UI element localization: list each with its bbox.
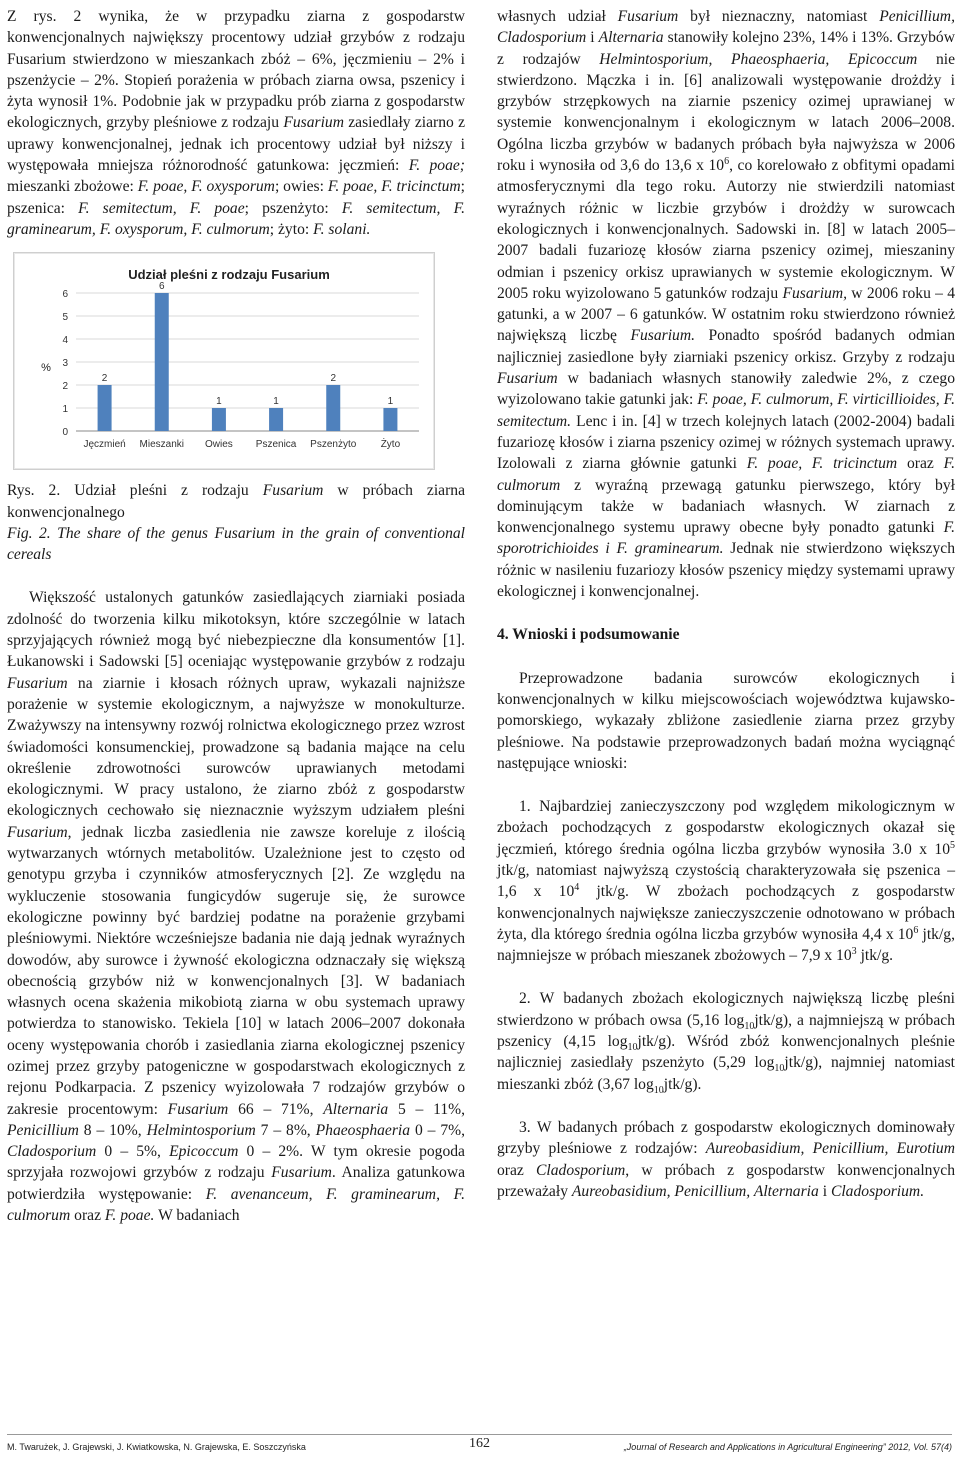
conclusion-1: 1. Najbardziej zanieczyszczony pod względem mikologicznym w zbożach pochodzących z gospodarstw ekologicznych okazał się jęczmień, którego średnia ogólna liczba grzybów wynosiła 3.0 x $10^5$ jtk/g, natomiast najwyższą czystością charakteryzowała się pszenica – 1,6 x $10^4$ jtk/g. W zbożach pochodzących z gospodarstw konwencjonalnych największe zanieczyszczenie odnotowano w próbach żyta, dla którego średnia ogólna liczba grzybów wynosiła 4,4 x $10^6$ jtk/g, najmniejsze w próbach mieszanek zbożowych – 7,9 x $10^3$ jtk/g.: [497, 798, 955, 965]
y-tick-label: 6: [62, 289, 68, 301]
y-tick-label: 1: [62, 404, 68, 416]
chart-gridlines: [76, 293, 419, 431]
paragraph-results: Z rys. 2 wynika, że w przypadku ziarna z gospodarstw konwencjonalnych największy procentowy udział grzybów z rodzaju Fusarium stwierdzono w mieszankach zbóż – 6%, jęczmieniu – 2% i pszenżycie – 2%. Stopień porażenia w próbach ziarna owsa, pszenicy i żyta wynosił 1%. Podobnie jak w przypadku prób ziarna z gospodarstw ekologicznych, grzyby pleśniowe z rodzaju Fusarium zasiedlały ziarno z uprawy konwencjonalnej, jednak ich procentowy udział był niższy i występowała mniejsza różnorodność gatunkowa: jęczmień: F. poae; mieszanki zbożowe: F. poae, F. oxysporum; owies: F. poae, F. tricinctum; pszenica: F. semitectum, F. poae; pszenżyto: F. semitectum, F. graminearum, F. oxysporum, F. culmorum; żyto: F. solani.: [7, 8, 465, 238]
page-footer: [0, 1436, 960, 1461]
bar: [98, 385, 112, 431]
figure-caption-pl: Rys. 2. Udział pleśni z rodzaju Fusarium w próbach ziarna konwencjonalnego: [7, 482, 465, 521]
chart-svg: [14, 253, 434, 469]
footer-divider: [7, 1434, 952, 1435]
x-tick-label: Jęczmień: [83, 439, 126, 451]
y-tick-label: 4: [62, 335, 68, 347]
bar: [383, 408, 397, 431]
x-tick-label: Żyto: [380, 439, 401, 451]
chart-x-tick-labels: [83, 437, 400, 450]
chart-title: Udział pleśni z rodzaju Fusarium: [128, 267, 330, 283]
x-tick-label: Owies: [205, 439, 233, 451]
chart-y-axis-label: %: [41, 362, 51, 375]
page-number: 162: [469, 1436, 490, 1451]
bar: [155, 293, 169, 431]
chart-y-tick-labels: [62, 289, 68, 438]
bar: [269, 408, 283, 431]
right-column: [497, 6, 955, 1202]
data-label: 1: [216, 396, 222, 408]
bar: [326, 385, 340, 431]
fusarium-bar-chart: [13, 252, 435, 470]
x-tick-label: Mieszanki: [139, 439, 184, 451]
data-label: 6: [158, 281, 165, 293]
y-tick-label: 5: [62, 312, 68, 324]
y-tick-label: 3: [62, 358, 68, 370]
footer-authors: M. Twarużek, J. Grajewski, J. Kwiatkowska, N. Grajewska, E. Soszczyńska: [7, 1442, 306, 1452]
section-heading-conclusions: 4. Wnioski i podsumowanie: [497, 626, 680, 644]
x-tick-label: Pszenica: [255, 439, 297, 451]
y-tick-label: 2: [62, 381, 68, 393]
bar: [212, 408, 226, 431]
conclusions-intro: Przeprowadzone badania surowców ekologicznych i konwencjonalnych w kilku miejscowościach województwa kujawsko-pomorskiego, wykazały zbliżone zasiedlenie ziarna przez grzyby pleśniowe. Na podstawie przeprowadzonych badań można wyciągnąć następujące wnioski:: [497, 669, 955, 772]
x-tick-label: Pszenżyto: [310, 439, 357, 451]
paragraph-discussion: Większość ustalonych gatunków zasiedlających ziarniaki posiada zdolność do tworzenia kilku mikotoksyn, które szczególnie w latach sprzyjających również mogą być niebezpieczne dla konsumentów [1]. Łukanowski i Sadowski [5] oceniając występowanie grzybów z rodzaju Fusarium na ziarnie i kłosach różnych upraw, wykazali najniższe porażenie w systemie ekologicznym, a najwyższe w monokulturze. Zważywszy na intensywny rozwój rolnictwa ekologicznego przez wzrost świadomości konsumenckiej, prowadzone są badania mające na celu określenie zdrowotności surowców uprawianych metodami ekologicznymi. W pracy ustalono, że ziarno zbóż z gospodarstw ekologicznych cechowało się nieznacznie wyższym udziałem pleśni Fusarium, jednak liczba zasiedlenia nie zawsze koreluje z ilością wytwarzanych wtórnych metabolitów. Uzależnione jest to często od genotypu grzyba i czynników atmosferycznych [2]. Ze względu na wykluczenie stosowania fungicydów sugeruje się, że surowce ekologiczne powinny być bardziej podatne na porażenie grzybami pleśniowymi. Niektóre wcześniejsze badania nie dają jednak wyraźnych dowodów, aby surowce i żywność ekologiczna odznaczały się większą obecnością grzybów niż w konwencjonalnych [3]. W badaniach własnych ocena skażenia mikobiotą ziarna w obu systemach uprawy potwierdza to stanowisko. Tekiela [10] w latach 2006–2007 dokonała oceny występowania chorób i zasiedlania ziarna ekologicznej pszenicy ozimej przez grzyby patogeniczne w gospodarstwach ekologicznych z rejonu Podkarpacia. Z pszenicy wyizolowała 7 rodzajów grzybów o zakresie procentowym: Fusarium 66 – 71%, Alternaria 5 – 11%, Penicillium 8 – 10%, Helmintosporium 7 – 8%, Phaeosphaeria 0 – 7%, Cladosporium 0 – 5%, Epicoccum 0 – 2%. W tym okresie pogoda sprzyjała rozwojowi grzybów z rodzaju Fusarium. Analiza gatunkowa potwierdziła występowanie: F. avenanceum, F. graminearum, F. culmorum oraz F. poae. W badaniach: [7, 589, 466, 1225]
left-column: [7, 6, 465, 1226]
data-label: 1: [273, 396, 279, 408]
data-label: 1: [387, 396, 394, 408]
figure-caption-en: Fig. 2. The share of the genus Fusarium in the grain of conventional cereals: [7, 524, 465, 564]
conclusion-3: 3. W badanych próbach z gospodarstw ekologicznych dominowały grzyby pleśniowe z rodzajów: Aureobasidium, Penicillium, Eurotium oraz Cladosporium, w próbach z gospodarstw konwencjonalnych przeważały Aureobasidium, Penicillium, Alternaria i Cladosporium.: [497, 1118, 955, 1200]
footer-journal: „Journal of Research and Applications in Agricultural Engineering” 2012, Vol. 57(4): [623, 1442, 952, 1452]
data-label: 2: [101, 373, 108, 385]
y-tick-label: 0: [62, 427, 68, 439]
chart-data-labels: [102, 281, 394, 407]
conclusion-2: 2. W badanych zbożach ekologicznych największą liczbę pleśni stwierdzono w próbach owsa (5,16 $\log_{10}jtk/g$), a najmniejszą w próbach pszenicy (4,15 $\log_{10}jtk/g$). Wśród zbóż konwencjonalnych pleśnie najliczniej zasiedlały pszenżyto (5,29 $\log_{10}jtk/g$), najmniej natomiast mieszanki zbóż (3,67 $\log_{10}jtk/g$).: [497, 990, 955, 1096]
data-label: 2: [330, 373, 337, 385]
paragraph-discussion-cont: własnych udział Fusarium był nieznaczny, natomiast Penicillium, Cladosporium i Alternaria stanowiły kolejno 23%, 14% i 13%. Grzybów z rodzajów Helmintosporium, Phaeosphaeria, Epicoccum nie stwierdzono. Mączka i in. [6] analizowali występowanie drożdży i grzybów strzępkowych na ziarnie pszenicy ozimej uprawianej w systemie konwencjonalnym i ekologicznym w latach 2006–2008. Ogólna liczba grzybów w badanych próbach była najwyższa w 2006 roku i wynosiła od 3,6 do 13,6 x $10^6$, co korelowało z obfitymi opadami atmosferycznymi dla tego roku. Autorzy nie stwierdzili natomiast wyraźnych różnic w liczbie grzybów i drożdży w surowcach ekologicznych i konwencjonalnych. Sadowski in. [8] w latach 2005–2007 badali fuzariozę kłosów ziarna pszenicy ozimej, mieszaniny odmian i pszenicy orkisz uprawianych w systemie ekologicznym. W 2005 roku wyizolowano 5 gatunków rodzaju Fusarium, w 2006 roku – 4 gatunki, a w 2007 – 6 gatunków. W ostatnim roku stwierdzono również największą liczbę Fusarium. Ponadto spośród badanych odmian najliczniej zasiedlone były ziarniaki pszenicy orkisz. Grzyby z rodzaju Fusarium w badaniach własnych stanowiły zaledwie 2%, z czego wyizolowano takie gatunki jak: F. poae, F. culmorum, F. virticillioides, F. semitectum. Lenc i in. [4] w trzech kolejnych latach (2002-2004) badali fuzariozę kłosów i ziarna pszenicy ozimej w różnych systemach uprawy. Izolowali z ziarna głównie gatunki F. poae, F. tricinctum oraz F. culmorum z wyraźną przewagą gatunku pierwszego, który był dominującym także w badaniach własnych. W ziarnach z konwencjonalnego systemu uprawy obecne były ponadto gatunki F. sporotrichioides i F. graminearum. Jednak nie stwierdzono większych różnic w nasileniu fuzariozy kłosów pszenicy między systemami uprawy ekologicznej i konwencjonalnej.: [497, 8, 955, 601]
